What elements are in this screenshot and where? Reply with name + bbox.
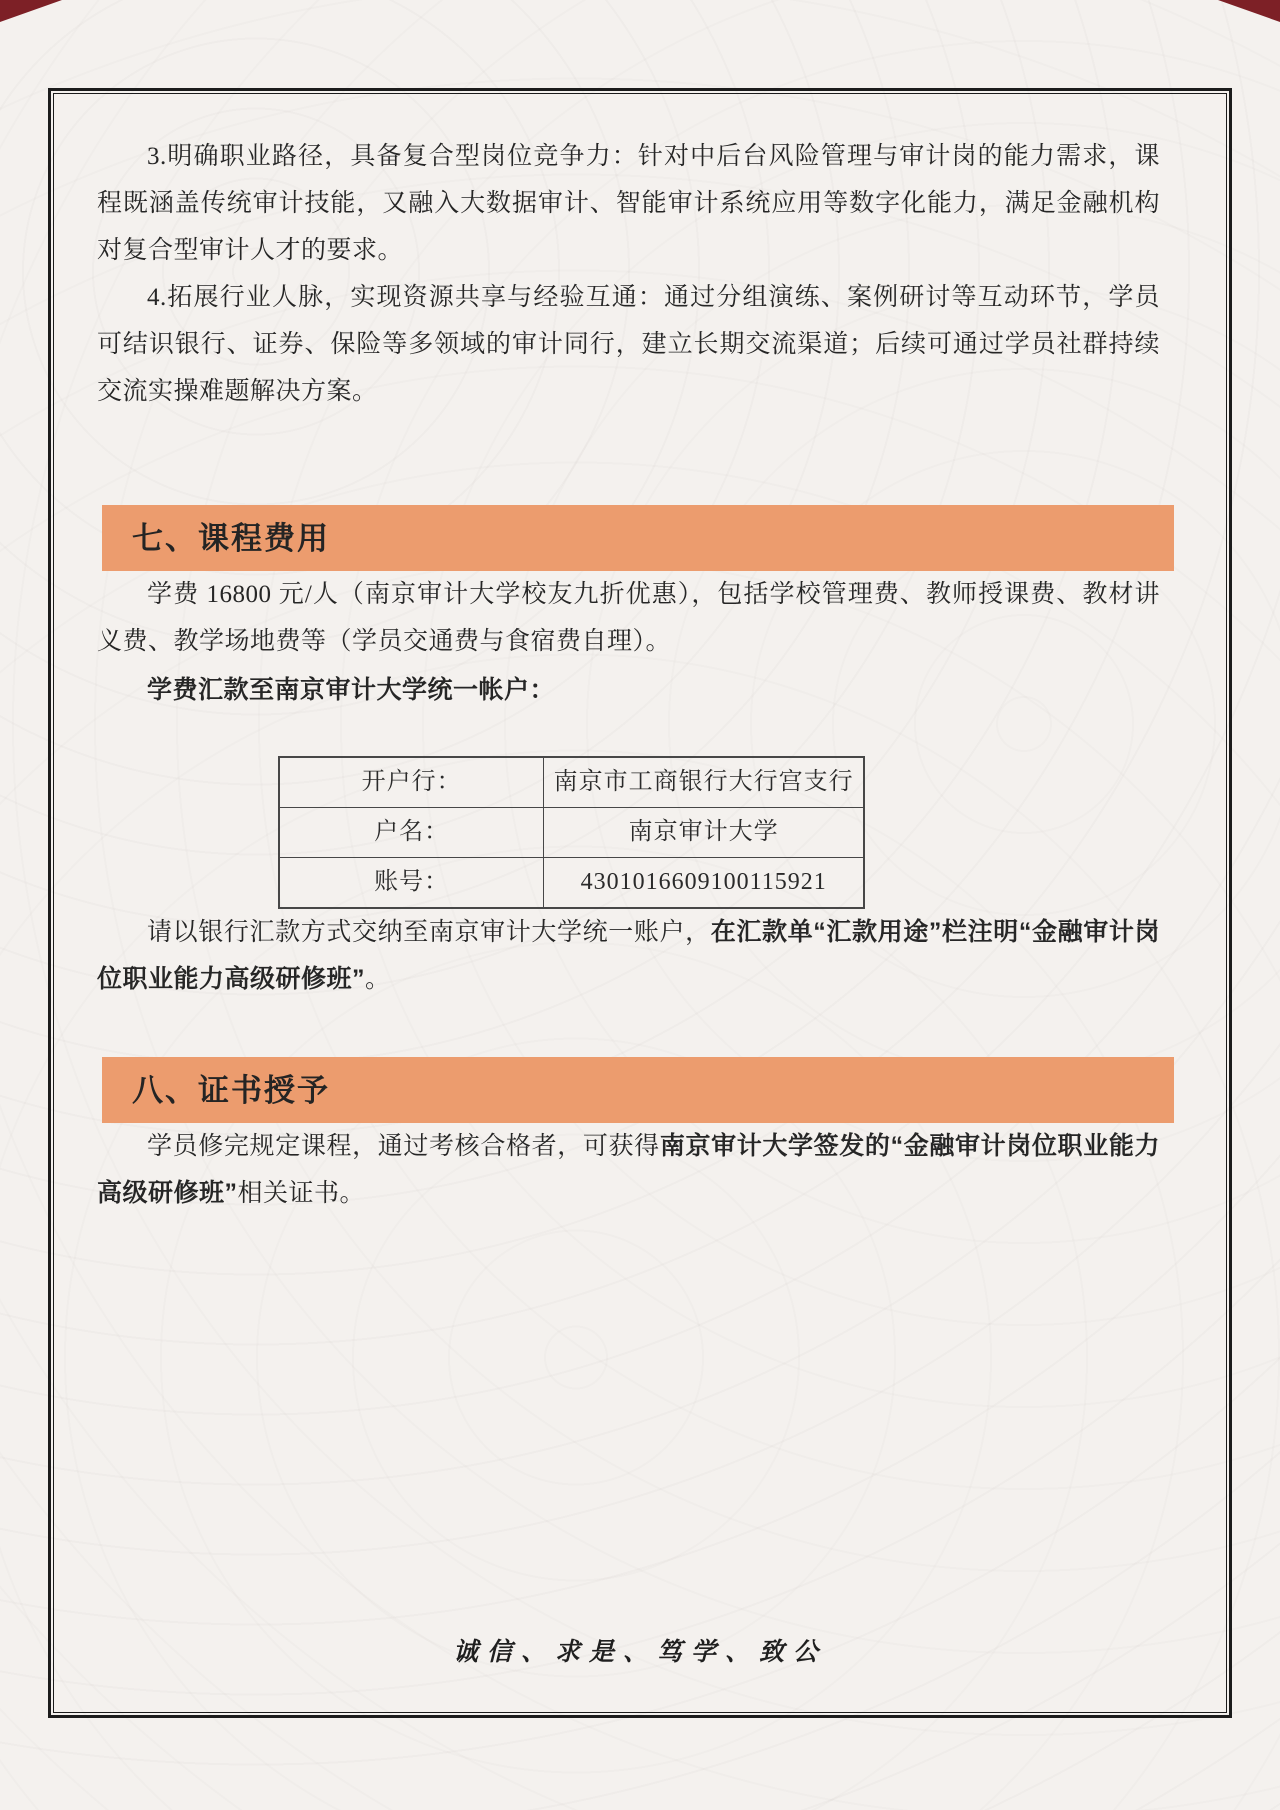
corner-ornament-left xyxy=(0,0,62,22)
table-row-account-number xyxy=(279,858,864,909)
payment-note-paragraph xyxy=(97,909,1160,1003)
bank-name-value: 南京市工商银行大行宫支行 xyxy=(544,757,864,808)
footer-motto: 诚信、求是、笃学、致公 xyxy=(452,1639,827,1666)
document-frame-inner xyxy=(53,93,1227,1713)
account-number-label: 账号： xyxy=(279,858,544,909)
fee-paragraph: 学费 16800 元/人（南京审计大学校友九折优惠），包括学校管理费、教师授课费、教材讲义费、教学场地费等（学员交通费与食宿费自理）。 xyxy=(97,581,1160,655)
remit-account-title: 学费汇款至南京审计大学统一帐户： xyxy=(147,676,556,704)
payment-note-bold: 在汇款单“汇款用途”栏注明“金融审计岗位职业能力高级研修班” xyxy=(97,918,1160,993)
certificate-text-end: 相关证书。 xyxy=(237,1180,366,1207)
paragraph-3: 3.明确职业路径，具备复合型岗位竞争力：针对中后台风险管理与审计岗的能力需求，课程既涵盖传统审计技能，又融入大数据审计、智能审计系统应用等数字化能力，满足金融机构对复合型审计人才的要求。 xyxy=(97,143,1160,264)
section-8-header xyxy=(102,1057,1174,1123)
bank-account-table xyxy=(278,756,865,909)
corner-ornament-right xyxy=(1218,0,1280,22)
table-row-account-holder xyxy=(279,808,864,858)
certificate-text-normal: 学员修完规定课程，通过考核合格者，可获得 xyxy=(147,1133,660,1160)
section-7-title: 七、课程费用 xyxy=(132,520,330,556)
section-7-header xyxy=(102,505,1174,571)
account-holder-label: 户名： xyxy=(279,808,544,858)
certificate-paragraph xyxy=(97,1123,1160,1217)
document-content xyxy=(54,94,1226,1712)
document-frame xyxy=(48,88,1232,1718)
table-row-bank-name xyxy=(279,757,864,808)
section-8-title: 八、证书授予 xyxy=(132,1072,330,1108)
certificate-text-bold: 南京审计大学签发的“金融审计岗位职业能力高级研修班” xyxy=(97,1132,1160,1207)
bank-name-label: 开户行： xyxy=(279,757,544,808)
paragraph-4: 4.拓展行业人脉，实现资源共享与经验互通：通过分组演练、案例研讨等互动环节，学员可结识银行、证券、保险等多领域的审计同行，建立长期交流渠道；后续可通过学员社群持续交流实操难题解决方案。 xyxy=(97,284,1160,405)
payment-note-end: 。 xyxy=(365,966,391,993)
payment-note-normal: 请以银行汇款方式交纳至南京审计大学统一账户， xyxy=(147,919,711,946)
account-holder-value: 南京审计大学 xyxy=(544,808,864,858)
account-number-value: 4301016609100115921 xyxy=(544,858,864,909)
